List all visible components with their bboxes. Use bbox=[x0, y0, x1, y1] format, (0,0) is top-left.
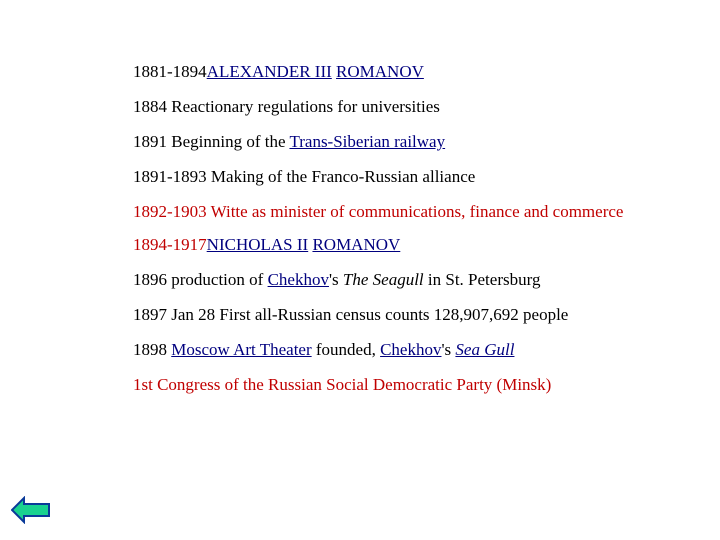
entry-1881-year: 1881-1894 bbox=[133, 62, 207, 81]
chekhov-link-1[interactable]: Chekhov bbox=[267, 270, 329, 289]
entry-1892-1903: 1892-1903 Witte as minister of communications, finance and commerce bbox=[133, 202, 624, 221]
entry-1896-after: in St. Petersburg bbox=[423, 270, 541, 289]
entry-1894-year: 1894-1917 bbox=[133, 235, 207, 254]
alexander-iii-link[interactable]: ALEXANDER III bbox=[206, 62, 332, 81]
entry-1898 bbox=[133, 338, 653, 362]
entry-1898-before: 1898 bbox=[133, 340, 172, 359]
entry-1898-mid2: 's bbox=[441, 340, 456, 359]
entry-congress: 1st Congress of the Russian Social Democratic Party (Minsk) bbox=[133, 375, 552, 394]
entry-1894 bbox=[133, 233, 653, 257]
trans-siberian-railway-link[interactable]: Trans-Siberian railway bbox=[289, 132, 446, 151]
entry-1896-mid: 's bbox=[328, 270, 343, 289]
entry-1881 bbox=[133, 60, 653, 84]
entry-1897: 1897 Jan 28 First all-Russian census counts 128,907,692 people bbox=[133, 305, 569, 324]
timeline bbox=[133, 60, 653, 397]
entry-1891-1893: 1891-1893 Making of the Franco-Russian alliance bbox=[133, 167, 476, 186]
nicholas-ii-link[interactable]: NICHOLAS II bbox=[206, 235, 309, 254]
sea-gull-link[interactable]: Sea Gull bbox=[455, 340, 515, 359]
entry-1896 bbox=[133, 268, 653, 292]
entry-1898-mid: founded, bbox=[311, 340, 381, 359]
chekhov-link-2[interactable]: Chekhov bbox=[380, 340, 442, 359]
entry-1891-text: 1891 Beginning of the bbox=[133, 132, 290, 151]
romanov-link-2[interactable]: ROMANOV bbox=[312, 235, 401, 254]
entry-1884: 1884 Reactionary regulations for universities bbox=[133, 97, 440, 116]
the-seagull-title: The Seagull bbox=[342, 270, 424, 289]
entry-1891 bbox=[133, 130, 653, 154]
moscow-art-theater-link[interactable]: Moscow Art Theater bbox=[171, 340, 312, 359]
back-arrow-icon[interactable] bbox=[11, 496, 51, 524]
entry-1896-before: 1896 production of bbox=[133, 270, 268, 289]
romanov-link-1[interactable]: ROMANOV bbox=[336, 62, 424, 81]
